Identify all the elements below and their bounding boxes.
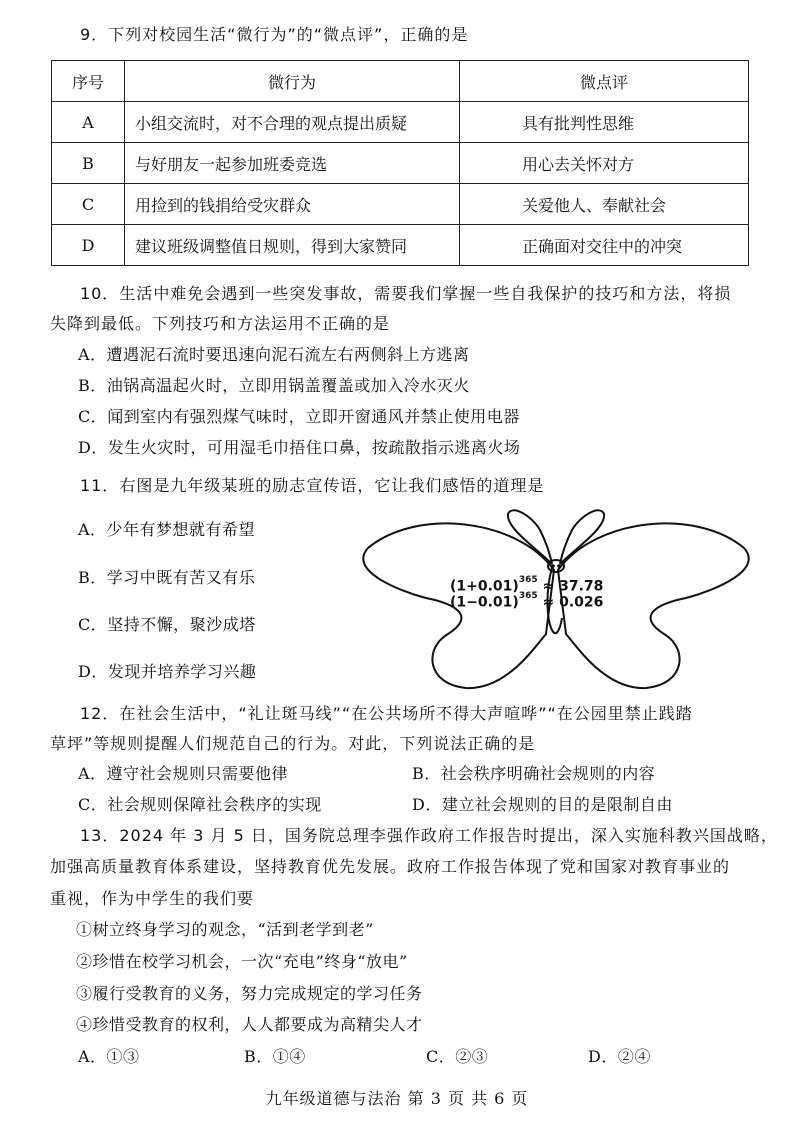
q13-stem-line2: 加强高质量教育体系建设，坚持教育优先发展。政府工作报告体现了党和国家对教育事业的 — [50, 857, 731, 876]
row-label: A — [52, 102, 125, 143]
q12-stem-line1: 12．在社会生活中，“礼让斑马线”“在公共场所不得大声喧哗”“在公园里禁止践踏 — [80, 704, 693, 723]
row-comment: 用心去关怀对方 — [460, 143, 749, 184]
header-number: 序号 — [52, 61, 125, 102]
q13-item-3: ③履行受教育的义务，努力完成规定的学习任务 — [76, 984, 423, 1003]
header-comment: 微点评 — [460, 61, 749, 102]
right-antenna-shape — [560, 510, 604, 564]
formula-decline-base: (1−0.01) — [450, 594, 519, 611]
q13-stem-line3: 重视，作为中学生的我们要 — [50, 889, 255, 908]
q9-stem: 9．下列对校园生活“微行为”的“微点评”，正确的是 — [80, 25, 469, 44]
q13-option-c: C．②③ — [426, 1047, 489, 1066]
q10-option-a: A．遭遇泥石流时要迅速向泥石流左右两侧斜上方逃离 — [78, 345, 470, 364]
formula-growth-exponent: 365 — [518, 575, 538, 585]
row-behavior: 小组交流时，对不合理的观点提出质疑 — [125, 102, 460, 143]
q13-option-d: D．②④ — [588, 1047, 651, 1066]
q11-option-c: C．坚持不懈，聚沙成塔 — [78, 615, 256, 634]
table-row — [52, 102, 749, 143]
row-comment: 具有批判性思维 — [460, 102, 749, 143]
q13-item-4: ④珍惜受教育的权利，人人都要成为高精尖人才 — [76, 1015, 423, 1034]
q10-option-d: D．发生火灾时，可用湿毛巾捂住口鼻，按疏散指示逃离火场 — [78, 438, 521, 457]
formula-decline — [450, 591, 603, 611]
row-behavior: 用捡到的钱捐给受灾群众 — [125, 184, 460, 225]
formula-decline-exponent: 365 — [518, 591, 538, 601]
q10-stem-line1: 10．生活中难免会遇到一些突发事故，需要我们掌握一些自我保护的技巧和方法，将损 — [80, 284, 732, 303]
q10-option-c: C．闻到室内有强烈煤气味时，立即开窗通风并禁止使用电器 — [78, 407, 520, 426]
q10-option-b: B．油锅高温起火时，立即用锅盖覆盖或加入冷水灭火 — [78, 376, 470, 395]
q12-option-b: B．社会秩序明确社会规则的内容 — [412, 764, 656, 783]
row-label: C — [52, 184, 125, 225]
q11-option-a: A．少年有梦想就有希望 — [78, 520, 256, 539]
table-header-row — [52, 61, 749, 102]
page-footer: 九年级道德与法治 第 3 页 共 6 页 — [265, 1089, 529, 1108]
q11-stem: 11．右图是九年级某班的励志宣传语，它让我们感悟的道理是 — [80, 476, 545, 495]
formula-growth-result: ≈ 37.78 — [542, 578, 604, 595]
q13-item-2: ②珍惜在校学习机会，一次“充电”终身“放电” — [76, 952, 408, 971]
q13-item-1: ①树立终身学习的观念，“活到老学到老” — [76, 920, 374, 939]
q13-stem-line1: 13．2024 年 3 月 5 日，国务院总理李强作政府工作报告时提出，深入实施科教兴国战略， — [80, 826, 778, 845]
left-eye-dot — [551, 564, 555, 568]
row-behavior: 建议班级调整值日规则，得到大家赞同 — [125, 225, 460, 266]
left-antenna-shape — [508, 510, 552, 564]
right-eye-dot — [557, 564, 561, 568]
q12-stem-line2: 草坪”等规则提醒人们规范自己的行为。对此，下列说法正确的是 — [50, 734, 536, 753]
q11-option-b: B．学习中既有苦又有乐 — [78, 568, 256, 587]
row-behavior: 与好朋友一起参加班委竞选 — [125, 143, 460, 184]
row-comment: 正确面对交往中的冲突 — [460, 225, 749, 266]
formula-decline-result: ≈ 0.026 — [542, 594, 604, 611]
row-label: B — [52, 143, 125, 184]
row-label: D — [52, 225, 125, 266]
q13-option-a: A．①③ — [78, 1047, 140, 1066]
table-row — [52, 225, 749, 266]
q10-stem-line2: 失降到最低。下列技巧和方法运用不正确的是 — [50, 314, 391, 333]
q12-option-a: A．遵守社会规则只需要他律 — [78, 764, 289, 783]
q13-option-b: B．①④ — [244, 1047, 306, 1066]
q12-option-d: D．建立社会规则的目的是限制自由 — [412, 795, 673, 814]
row-comment: 关爱他人、奉献社会 — [460, 184, 749, 225]
table-row — [52, 184, 749, 225]
header-behavior: 微行为 — [125, 61, 460, 102]
q12-option-c: C．社会规则保障社会秩序的实现 — [78, 795, 322, 814]
formula-growth-base: (1+0.01) — [450, 578, 519, 595]
q11-option-d: D．发现并培养学习兴趣 — [78, 662, 257, 681]
q9-table — [51, 60, 749, 266]
table-row — [52, 143, 749, 184]
